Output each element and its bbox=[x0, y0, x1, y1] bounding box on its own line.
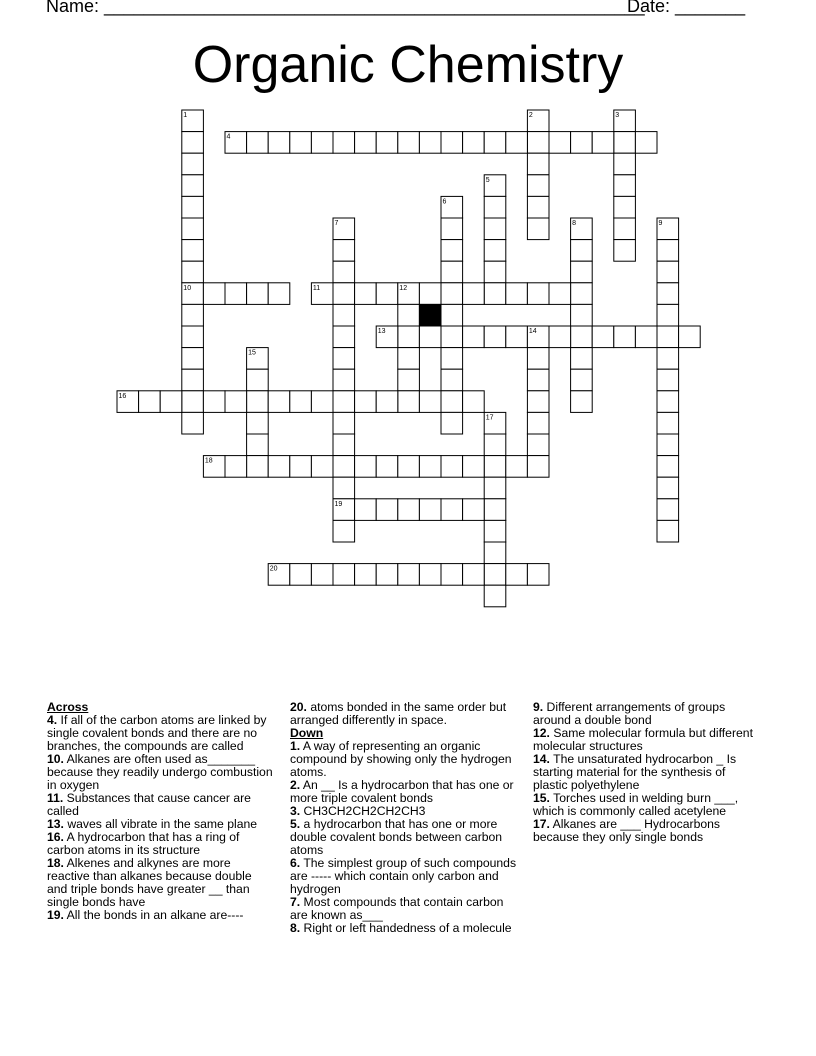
grid-cell[interactable] bbox=[614, 153, 636, 175]
grid-cell[interactable] bbox=[441, 304, 463, 326]
grid-cell[interactable] bbox=[398, 326, 420, 348]
clue-number: 8 bbox=[572, 220, 577, 227]
grid-cell[interactable] bbox=[549, 132, 571, 154]
grid-cell[interactable] bbox=[657, 499, 679, 521]
clue-number: 2 bbox=[528, 112, 533, 119]
grid-cell[interactable] bbox=[527, 434, 549, 456]
grid-cell[interactable] bbox=[441, 391, 463, 413]
clue-number: 19 bbox=[334, 500, 343, 508]
grid-cell[interactable] bbox=[484, 196, 506, 218]
grid-cell[interactable] bbox=[614, 218, 636, 240]
grid-cell[interactable] bbox=[333, 391, 355, 413]
grid-cell[interactable] bbox=[398, 456, 420, 478]
grid-cell[interactable] bbox=[484, 218, 506, 240]
grid-cell[interactable] bbox=[463, 499, 485, 521]
grid-cell[interactable] bbox=[182, 218, 204, 240]
grid-cell[interactable] bbox=[484, 499, 506, 521]
clue-down-6: 6. The simplest group of such compounds are ----- which contain only carbon and hydrogen bbox=[290, 856, 517, 896]
clue-down-9: 9. Different arrangements of groups around a double bond bbox=[533, 700, 726, 727]
grid-cell[interactable] bbox=[484, 456, 506, 478]
grid-cell[interactable] bbox=[484, 326, 506, 348]
across-heading: Across bbox=[47, 700, 89, 714]
grid-cell[interactable] bbox=[376, 499, 398, 521]
grid-cell[interactable] bbox=[484, 261, 506, 283]
grid-cell[interactable] bbox=[419, 326, 441, 348]
grid-cell[interactable] bbox=[506, 283, 528, 305]
grid-cell[interactable] bbox=[484, 542, 506, 564]
clue-number: 9 bbox=[658, 220, 663, 227]
grid-cell[interactable] bbox=[506, 326, 528, 348]
clue-down-1: 1. A way of representing an organic compound by showing only the hydrogen atoms. bbox=[290, 739, 512, 779]
grid-cell[interactable] bbox=[419, 564, 441, 586]
clue-down-14: 14. The unsaturated hydrocarbon _ Is starting material for the synthesis of plastic polyethylene bbox=[533, 752, 737, 792]
grid-cell[interactable] bbox=[571, 369, 593, 391]
grid-cell[interactable] bbox=[657, 283, 679, 305]
grid-cell[interactable] bbox=[441, 456, 463, 478]
grid-cell[interactable] bbox=[657, 477, 679, 499]
grid-cell[interactable] bbox=[441, 348, 463, 370]
grid-cell[interactable] bbox=[419, 132, 441, 154]
date-field-label: Date: _______ bbox=[627, 0, 746, 16]
grid-cell[interactable] bbox=[398, 564, 420, 586]
grid-cell[interactable] bbox=[549, 326, 571, 348]
clue-number: 5 bbox=[485, 176, 490, 184]
grid-cell[interactable] bbox=[441, 240, 463, 262]
grid-cell[interactable] bbox=[333, 456, 355, 478]
grid-cell[interactable] bbox=[657, 434, 679, 456]
grid-cell[interactable] bbox=[657, 412, 679, 434]
grid-cell[interactable] bbox=[268, 283, 290, 305]
grid-cell[interactable] bbox=[290, 132, 312, 154]
grid-cell[interactable] bbox=[441, 283, 463, 305]
grid-cell[interactable] bbox=[376, 391, 398, 413]
grid-cell[interactable] bbox=[247, 283, 269, 305]
clues-column-2 bbox=[290, 701, 520, 935]
clue-across-16: 16. A hydrocarbon that has a ring of carbon atoms in its structure bbox=[47, 830, 240, 857]
grid-cell[interactable] bbox=[441, 326, 463, 348]
grid-cell[interactable] bbox=[182, 240, 204, 262]
grid-cell[interactable] bbox=[333, 240, 355, 262]
grid-cell[interactable] bbox=[635, 132, 657, 154]
grid-cell[interactable] bbox=[333, 564, 355, 586]
clue-across-19: 19. All the bonds in an alkane are---- bbox=[47, 908, 244, 922]
grid-cell[interactable] bbox=[203, 283, 225, 305]
grid-cell[interactable] bbox=[679, 326, 701, 348]
grid-cell[interactable] bbox=[355, 132, 377, 154]
grid-cell[interactable] bbox=[355, 391, 377, 413]
grid-cell[interactable] bbox=[527, 412, 549, 434]
grid-cell[interactable] bbox=[160, 391, 182, 413]
grid-cell[interactable] bbox=[225, 283, 247, 305]
grid-cell[interactable] bbox=[182, 261, 204, 283]
grid-cell[interactable] bbox=[484, 132, 506, 154]
grid-cell[interactable] bbox=[419, 456, 441, 478]
grid-cell[interactable] bbox=[182, 326, 204, 348]
clue-across-10: 10. Alkanes are often used as_______ because they readily undergo combustion in oxygen bbox=[47, 752, 273, 792]
grid-cell[interactable] bbox=[182, 196, 204, 218]
grid-cell[interactable] bbox=[484, 585, 506, 607]
grid-cell[interactable] bbox=[398, 132, 420, 154]
clue-down-15: 15. Torches used in welding burn ___, which is commonly called acetylene bbox=[533, 791, 739, 818]
grid-cell[interactable] bbox=[333, 132, 355, 154]
grid-cell[interactable] bbox=[463, 283, 485, 305]
grid-cell[interactable] bbox=[527, 132, 549, 154]
grid-cell[interactable] bbox=[657, 456, 679, 478]
clues-column-3 bbox=[533, 701, 755, 844]
grid-cell[interactable] bbox=[463, 564, 485, 586]
clue-number: 7 bbox=[334, 220, 339, 227]
grid-cell[interactable] bbox=[398, 348, 420, 370]
clue-down-5: 5. a hydrocarbon that has one or more double covalent bonds between carbon atoms bbox=[290, 817, 503, 857]
grid-cell[interactable] bbox=[657, 326, 679, 348]
grid-cell[interactable] bbox=[614, 196, 636, 218]
grid-cell[interactable] bbox=[506, 456, 528, 478]
grid-cell[interactable] bbox=[657, 520, 679, 542]
clue-number: 4 bbox=[226, 133, 231, 141]
grid-cell[interactable] bbox=[527, 369, 549, 391]
grid-cell[interactable] bbox=[182, 412, 204, 434]
grid-cell[interactable] bbox=[484, 283, 506, 305]
clue-across-13: 13. waves all vibrate in the same plane bbox=[47, 817, 258, 831]
grid-cell[interactable] bbox=[355, 499, 377, 521]
grid-cell[interactable] bbox=[614, 326, 636, 348]
grid-cell[interactable] bbox=[203, 391, 225, 413]
grid-cell[interactable] bbox=[506, 564, 528, 586]
clue-down-8: 8. Right or left handedness of a molecule bbox=[290, 921, 512, 935]
grid-cell[interactable] bbox=[333, 283, 355, 305]
grid-cell[interactable] bbox=[247, 434, 269, 456]
clues-column-1 bbox=[47, 701, 273, 922]
grid-cell[interactable] bbox=[355, 283, 377, 305]
grid-cell[interactable] bbox=[333, 477, 355, 499]
grid-cell[interactable] bbox=[333, 304, 355, 326]
grid-cell[interactable] bbox=[398, 369, 420, 391]
grid-cell[interactable] bbox=[182, 153, 204, 175]
grid-cell[interactable] bbox=[311, 564, 333, 586]
grid-cell[interactable] bbox=[182, 175, 204, 197]
grid-cell[interactable] bbox=[290, 391, 312, 413]
grid-cell[interactable] bbox=[571, 283, 593, 305]
grid-cell[interactable] bbox=[549, 283, 571, 305]
grid-cell[interactable] bbox=[614, 240, 636, 262]
grid-cell[interactable] bbox=[268, 132, 290, 154]
grid-cell[interactable] bbox=[182, 391, 204, 413]
grid-cell[interactable] bbox=[311, 391, 333, 413]
grid-cell[interactable] bbox=[484, 520, 506, 542]
grid-cell[interactable] bbox=[463, 391, 485, 413]
clue-down-12: 12. Same molecular formula but different molecular structures bbox=[533, 726, 753, 753]
clue-down-17: 17. Alkanes are ___ Hydrocarbons because they only single bonds bbox=[533, 817, 721, 844]
grid-cell[interactable] bbox=[592, 132, 614, 154]
grid-cell[interactable] bbox=[333, 412, 355, 434]
clue-number: 15 bbox=[248, 349, 256, 357]
grid-cell[interactable] bbox=[592, 326, 614, 348]
name-field-label: Name: ______________________________________________________ bbox=[46, 0, 645, 16]
grid-cell[interactable] bbox=[441, 132, 463, 154]
clue-down-7: 7. Most compounds that contain carbon are known as___ bbox=[290, 895, 504, 922]
grid-cell[interactable] bbox=[657, 240, 679, 262]
grid-cell[interactable] bbox=[571, 240, 593, 262]
grid-cell[interactable] bbox=[527, 564, 549, 586]
grid-cell[interactable] bbox=[657, 369, 679, 391]
clue-number: 14 bbox=[528, 328, 537, 335]
grid-cell[interactable] bbox=[311, 132, 333, 154]
grid-cell[interactable] bbox=[333, 261, 355, 283]
grid-cell[interactable] bbox=[441, 261, 463, 283]
grid-cell[interactable] bbox=[182, 132, 204, 154]
grid-cell[interactable] bbox=[484, 477, 506, 499]
grid-cell[interactable] bbox=[333, 520, 355, 542]
grid-cell[interactable] bbox=[506, 132, 528, 154]
grid-cell[interactable] bbox=[657, 304, 679, 326]
grid-cell[interactable] bbox=[441, 218, 463, 240]
grid-cell[interactable] bbox=[527, 153, 549, 175]
grid-cell[interactable] bbox=[441, 564, 463, 586]
page-title: Organic Chemistry bbox=[192, 36, 624, 94]
grid-cell[interactable] bbox=[333, 369, 355, 391]
grid-cell[interactable] bbox=[311, 456, 333, 478]
clue-number: 18 bbox=[204, 457, 213, 465]
clue-number: 12 bbox=[399, 284, 408, 292]
clue-across-18: 18. Alkenes and alkynes are more reactive than alkanes because double and triple bonds have greater __ than single bonds have bbox=[47, 856, 252, 909]
grid-cell[interactable] bbox=[463, 456, 485, 478]
grid-cell[interactable] bbox=[419, 283, 441, 305]
grid-cell[interactable] bbox=[398, 391, 420, 413]
grid-cell[interactable] bbox=[398, 304, 420, 326]
down-heading: Down bbox=[290, 726, 324, 740]
clue-across-20: 20. atoms bonded in the same order but arranged differently in space. bbox=[290, 700, 507, 727]
grid-cell[interactable] bbox=[657, 348, 679, 370]
clue-number: 3 bbox=[615, 112, 620, 119]
clue-number: 17 bbox=[485, 414, 494, 422]
grid-cell[interactable] bbox=[571, 326, 593, 348]
grid-cell[interactable] bbox=[290, 564, 312, 586]
grid-cell[interactable] bbox=[247, 456, 269, 478]
grid-cell[interactable] bbox=[333, 434, 355, 456]
grid-cell[interactable] bbox=[484, 434, 506, 456]
grid-cell[interactable] bbox=[527, 196, 549, 218]
grid-cell[interactable] bbox=[376, 564, 398, 586]
grid-cell[interactable] bbox=[463, 132, 485, 154]
grid-cell[interactable] bbox=[527, 218, 549, 240]
grid-cell[interactable] bbox=[441, 369, 463, 391]
grid-cell[interactable] bbox=[182, 369, 204, 391]
grid-cell[interactable] bbox=[657, 261, 679, 283]
clue-number: 11 bbox=[312, 284, 321, 292]
grid-cell-blocked bbox=[419, 304, 441, 326]
grid-cell[interactable] bbox=[527, 391, 549, 413]
clue-number: 16 bbox=[118, 392, 127, 400]
grid-cell[interactable] bbox=[182, 348, 204, 370]
clue-across-11: 11. Substances that cause cancer are called bbox=[47, 791, 251, 818]
grid-cell[interactable] bbox=[484, 240, 506, 262]
grid-cell[interactable] bbox=[139, 391, 161, 413]
grid-cell[interactable] bbox=[527, 348, 549, 370]
grid-cell[interactable] bbox=[635, 326, 657, 348]
grid-cell[interactable] bbox=[441, 412, 463, 434]
grid-cell[interactable] bbox=[419, 391, 441, 413]
clue-number: 20 bbox=[269, 565, 278, 573]
clue-down-2: 2. An __ Is a hydrocarbon that has one or more triple covalent bonds bbox=[290, 778, 514, 805]
grid-cell[interactable] bbox=[376, 283, 398, 305]
grid-cell[interactable] bbox=[225, 456, 247, 478]
grid-cell[interactable] bbox=[376, 132, 398, 154]
grid-cell[interactable] bbox=[268, 456, 290, 478]
grid-cell[interactable] bbox=[355, 456, 377, 478]
grid-cell[interactable] bbox=[355, 564, 377, 586]
clue-down-3: 3. CH3CH2CH2CH2CH3 bbox=[290, 804, 426, 818]
clue-number: 1 bbox=[183, 112, 188, 119]
grid-cell[interactable] bbox=[657, 391, 679, 413]
grid-cell[interactable] bbox=[571, 348, 593, 370]
grid-cell[interactable] bbox=[247, 412, 269, 434]
clue-across-4: 4. If all of the carbon atoms are linked by single covalent bonds and there are no branches, the compounds are called bbox=[47, 713, 267, 753]
grid-cell[interactable] bbox=[268, 391, 290, 413]
grid-cell[interactable] bbox=[614, 175, 636, 197]
grid-cell[interactable] bbox=[247, 369, 269, 391]
grid-cell[interactable] bbox=[290, 456, 312, 478]
grid-cell[interactable] bbox=[463, 326, 485, 348]
grid-cell[interactable] bbox=[225, 391, 247, 413]
clue-number: 13 bbox=[377, 328, 386, 335]
grid-cell[interactable] bbox=[376, 456, 398, 478]
grid-cell[interactable] bbox=[527, 283, 549, 305]
clue-number: 6 bbox=[442, 198, 447, 206]
grid-cell[interactable] bbox=[614, 132, 636, 154]
grid-cell[interactable] bbox=[333, 348, 355, 370]
grid-cell[interactable] bbox=[571, 304, 593, 326]
grid-cell[interactable] bbox=[571, 132, 593, 154]
grid-cell[interactable] bbox=[571, 261, 593, 283]
grid-cell[interactable] bbox=[527, 175, 549, 197]
clue-number: 10 bbox=[183, 284, 192, 292]
grid-cell[interactable] bbox=[182, 304, 204, 326]
grid-cell[interactable] bbox=[571, 391, 593, 413]
grid-cell[interactable] bbox=[333, 326, 355, 348]
grid-cell[interactable] bbox=[247, 132, 269, 154]
grid-cell[interactable] bbox=[419, 499, 441, 521]
grid-cell[interactable] bbox=[247, 391, 269, 413]
grid-cell[interactable] bbox=[398, 499, 420, 521]
grid-cell[interactable] bbox=[527, 456, 549, 478]
grid-cell[interactable] bbox=[484, 564, 506, 586]
grid-cell[interactable] bbox=[441, 499, 463, 521]
